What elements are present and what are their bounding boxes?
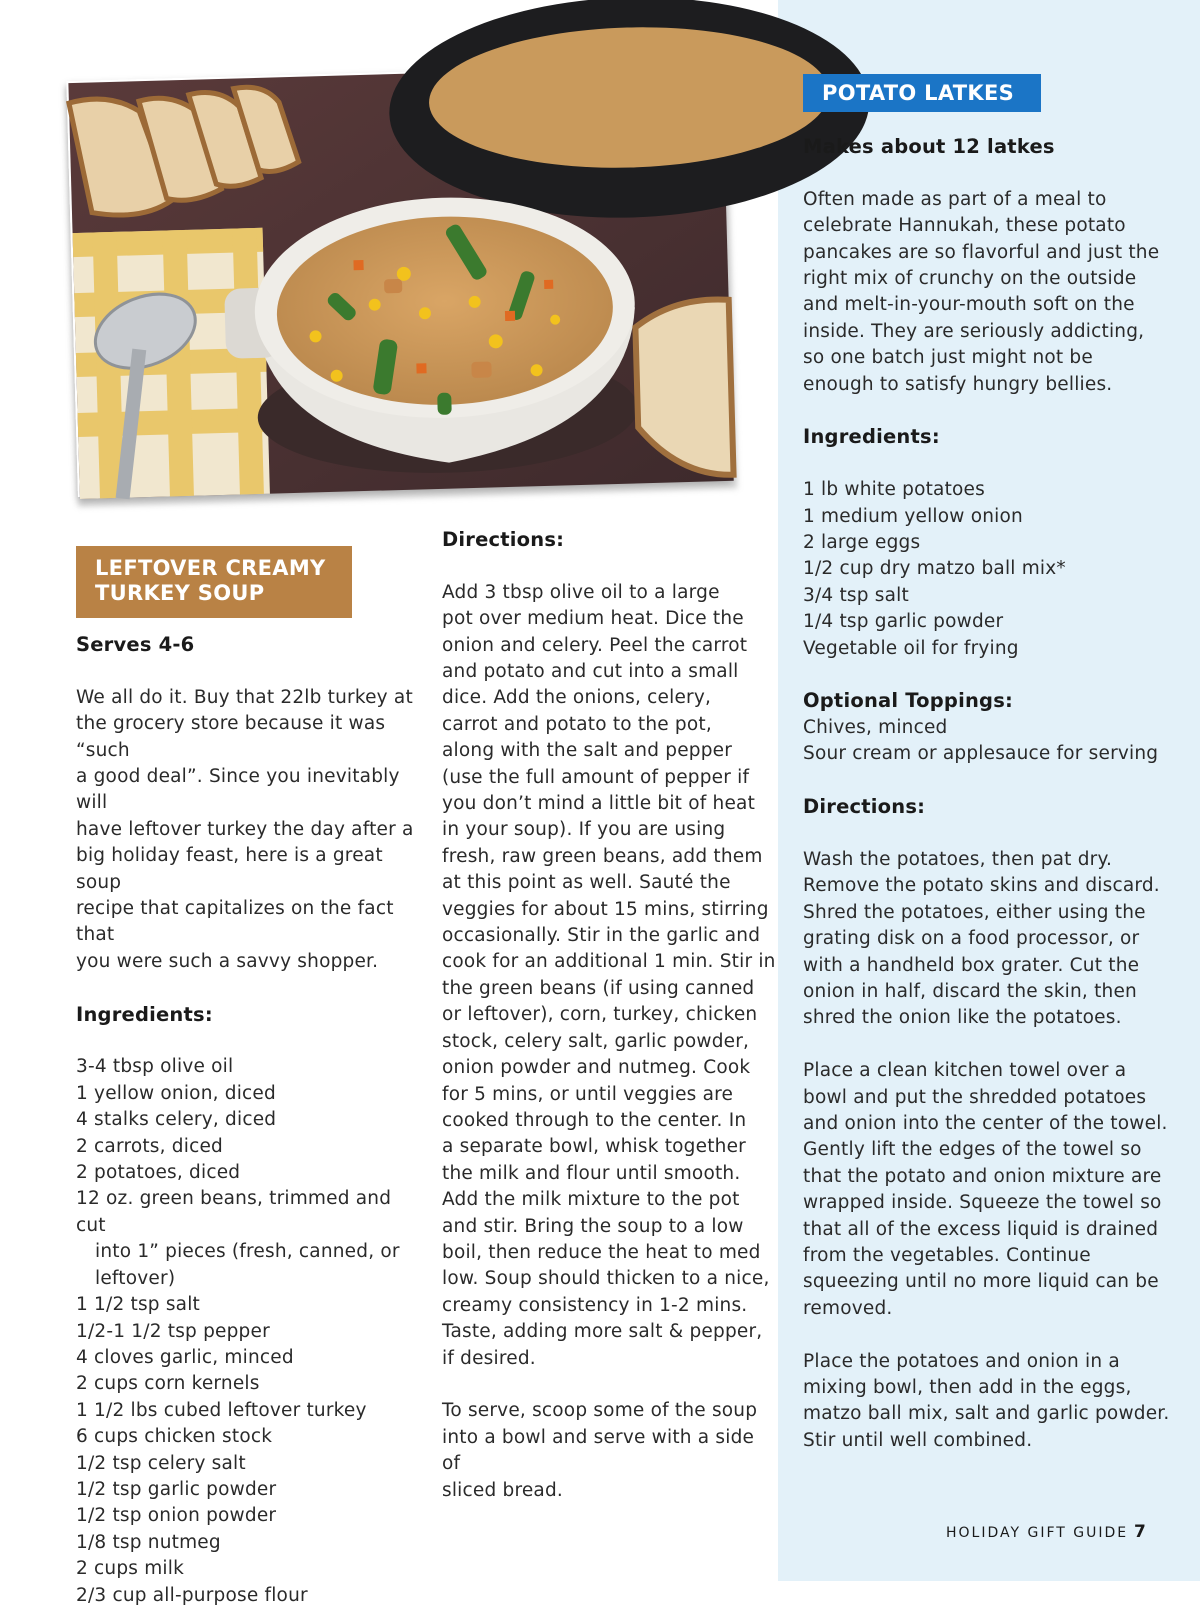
ingredient-item: 2 carrots, diced [76,1135,223,1157]
ingredient-item: 3/4 tsp salt [803,584,909,606]
ingredient-item: leftover) [95,1267,176,1289]
directions-line: the milk and flour until smooth. [442,1162,741,1184]
ingredient-item: Vegetable oil for frying [803,637,1019,659]
ingredient-item: 2/3 cup all-purpose flour [76,1584,308,1606]
directions-line: in your soup). If you are using [442,819,726,841]
latkes-intro-line: enough to satisfy hungry bellies. [803,373,1113,395]
soup-intro-line: We all do it. Buy that 22lb turkey at [76,686,413,708]
latkes-intro-line: right mix of crunchy on the outside [803,268,1137,290]
directions-line: Wash the potatoes, then pat dry. [803,848,1113,870]
directions-line: with a handheld box grater. Cut the [803,954,1140,976]
latkes-intro-line: inside. They are seriously addicting, [803,320,1145,342]
latkes-directions-step3 [803,1349,1183,1455]
soup-serve-text [442,1398,777,1504]
directions-line: Add 3 tbsp olive oil to a large [442,581,720,603]
serve-line: into a bowl and serve with a side of [442,1426,755,1475]
directions-line: Stir until well combined. [803,1429,1033,1451]
soup-intro-line: a good deal”. Since you inevitably will [76,766,400,814]
directions-line: shred the onion like the potatoes. [803,1007,1122,1029]
directions-line: at this point as well. Sauté the [442,872,731,894]
ingredient-item: 6 cups chicken stock [76,1426,273,1448]
latkes-intro-line: Often made as part of a meal to [803,188,1107,210]
ingredient-item: 2 potatoes, diced [76,1162,241,1184]
soup-directions-column [442,527,777,1504]
directions-line: cooked through to the center. In [442,1109,747,1131]
directions-line: if desired. [442,1347,536,1369]
ingredient-item: 1/2 tsp garlic powder [76,1478,277,1500]
soup-intro-line: big holiday feast, here is a great soup [76,845,383,893]
directions-line: Gently lift the edges of the towel so [803,1139,1142,1161]
soup-title-line2: TURKEY SOUP [95,581,265,605]
directions-line: fresh, raw green beans, add them [442,845,763,867]
directions-line: Place the potatoes and onion in a [803,1350,1120,1372]
directions-line: stock, celery salt, garlic powder, [442,1030,750,1052]
topping-item: Chives, minced [803,716,948,738]
directions-line: boil, then reduce the heat to med [442,1241,761,1263]
directions-line: onion in half, discard the skin, then [803,980,1137,1002]
directions-line: (use the full amount of pepper if [442,766,750,788]
ingredient-item: 2 large eggs [803,532,921,554]
latkes-intro-line: celebrate Hannukah, these potato [803,215,1126,237]
directions-line: and stir. Bring the soup to a low [442,1215,744,1237]
directions-line: low. Soup should thicken to a nice, [442,1268,770,1290]
directions-line: the green beans (if using canned [442,977,755,999]
directions-line: for 5 mins, or until veggies are [442,1083,734,1105]
latkes-directions-step1 [803,847,1183,1032]
directions-line: matzo ball mix, salt and garlic powder. [803,1403,1170,1425]
ingredient-item: 1 yellow onion, diced [76,1082,276,1104]
ingredient-item: 1/4 tsp garlic powder [803,611,1004,633]
ingredient-item: 1 lb white potatoes [803,479,985,501]
ingredient-item: into 1” pieces (fresh, canned, or [95,1241,400,1263]
directions-line: wrapped inside. Squeeze the towel so [803,1192,1162,1214]
directions-line: Place a clean kitchen towel over a [803,1060,1127,1082]
latkes-intro-line: so one batch just might not be [803,347,1093,369]
soup-intro-line: have leftover turkey the day after a [76,818,414,840]
latkes-makes: Makes about 12 latkes [803,135,1055,158]
ingredient-item: 1/8 tsp nutmeg [76,1531,221,1553]
ingredient-item: 12 oz. green beans, trimmed and cut [76,1188,392,1236]
directions-line: and onion into the center of the towel. [803,1112,1168,1134]
soup-left-column [76,632,421,1609]
directions-line: that all of the excess liquid is drained [803,1218,1159,1240]
ingredient-item: 1 medium yellow onion [803,505,1023,527]
latkes-intro-line: pancakes are so flavorful and just the [803,241,1160,263]
topping-item: Sour cream or applesauce for serving [803,743,1159,765]
latkes-ingredients-heading: Ingredients: [803,425,940,449]
ingredient-item: 3-4 tbsp olive oil [76,1056,234,1078]
soup-ingredients-list [76,1054,421,1609]
ingredient-item: 4 cloves garlic, minced [76,1346,294,1368]
ingredient-item: 1/2 cup dry matzo ball mix* [803,558,1066,580]
latkes-intro-line: and melt-in-your-mouth soft on the [803,294,1135,316]
latkes-column [803,134,1183,1454]
latkes-title-banner: POTATO LATKES [803,74,1041,112]
latkes-directions-heading: Directions: [803,795,926,819]
directions-line: from the vegetables. Continue [803,1244,1091,1266]
soup-serves: Serves 4-6 [76,633,195,656]
directions-line: bowl and put the shredded potatoes [803,1086,1147,1108]
directions-line: squeezing until no more liquid can be [803,1271,1159,1293]
latkes-toppings-list [803,715,1183,768]
soup-intro [76,685,421,975]
directions-line: Add the milk mixture to the pot [442,1189,740,1211]
directions-line: Remove the potato skins and discard. [803,875,1160,897]
soup-intro-line: the grocery store because it was “such [76,713,386,761]
latkes-ingredients-list [803,477,1183,662]
page-number: 7 [1134,1522,1146,1542]
ingredient-item: 2 cups corn kernels [76,1373,260,1395]
directions-line: onion powder and nutmeg. Cook [442,1057,751,1079]
latkes-toppings-heading: Optional Toppings: [803,689,1014,713]
ingredient-item: 1/2 tsp onion powder [76,1505,277,1527]
directions-line: Taste, adding more salt & pepper, [442,1321,763,1343]
directions-line: that the potato and onion mixture are [803,1165,1162,1187]
ingredient-item: 2 cups milk [76,1558,185,1580]
directions-line: or leftover), corn, turkey, chicken [442,1004,758,1026]
soup-intro-line: you were such a savvy shopper. [76,950,379,972]
soup-title-line1: LEFTOVER CREAMY [95,556,326,580]
soup-photo [66,63,731,497]
directions-line: cook for an additional 1 min. Stir in [442,951,776,973]
latkes-directions-step2 [803,1058,1183,1322]
directions-line: veggies for about 15 mins, stirring [442,898,769,920]
directions-line: removed. [803,1297,893,1319]
directions-line: you don’t mind a little bit of heat [442,793,756,815]
ingredient-item: 1 1/2 lbs cubed leftover turkey [76,1399,367,1421]
soup-ingredients-heading: Ingredients: [76,1002,213,1026]
soup-directions [442,580,777,1372]
directions-line: dice. Add the onions, celery, [442,687,712,709]
directions-line: mixing bowl, then add in the eggs, [803,1376,1132,1398]
directions-line: a separate bowl, whisk together [442,1136,746,1158]
directions-line: carrot and potato to the pot, [442,713,712,735]
directions-line: pot over medium heat. Dice the [442,608,744,630]
ingredient-item: 4 stalks celery, diced [76,1109,277,1131]
directions-line: creamy consistency in 1-2 mins. [442,1294,748,1316]
directions-line: occasionally. Stir in the garlic and [442,925,761,947]
directions-line: grating disk on a food processor, or [803,928,1140,950]
directions-line: onion and celery. Peel the carrot [442,634,748,656]
serve-line: sliced bread. [442,1479,563,1501]
ingredient-item: 1 1/2 tsp salt [76,1294,200,1316]
serve-line: To serve, scoop some of the soup [442,1400,758,1422]
soup-intro-line: recipe that capitalizes on the fact that [76,898,394,946]
soup-directions-heading: Directions: [442,528,565,551]
ingredient-item: 1/2 tsp celery salt [76,1452,246,1474]
soup-title-banner [76,546,352,618]
latkes-intro [803,187,1183,398]
ingredient-item: 1/2-1 1/2 tsp pepper [76,1320,270,1342]
directions-line: Shred the potatoes, either using the [803,901,1146,923]
footer-guide-title: HOLIDAY GIFT GUIDE [946,1525,1129,1541]
directions-line: along with the salt and pepper [442,740,733,762]
directions-line: and potato and cut into a small [442,661,739,683]
